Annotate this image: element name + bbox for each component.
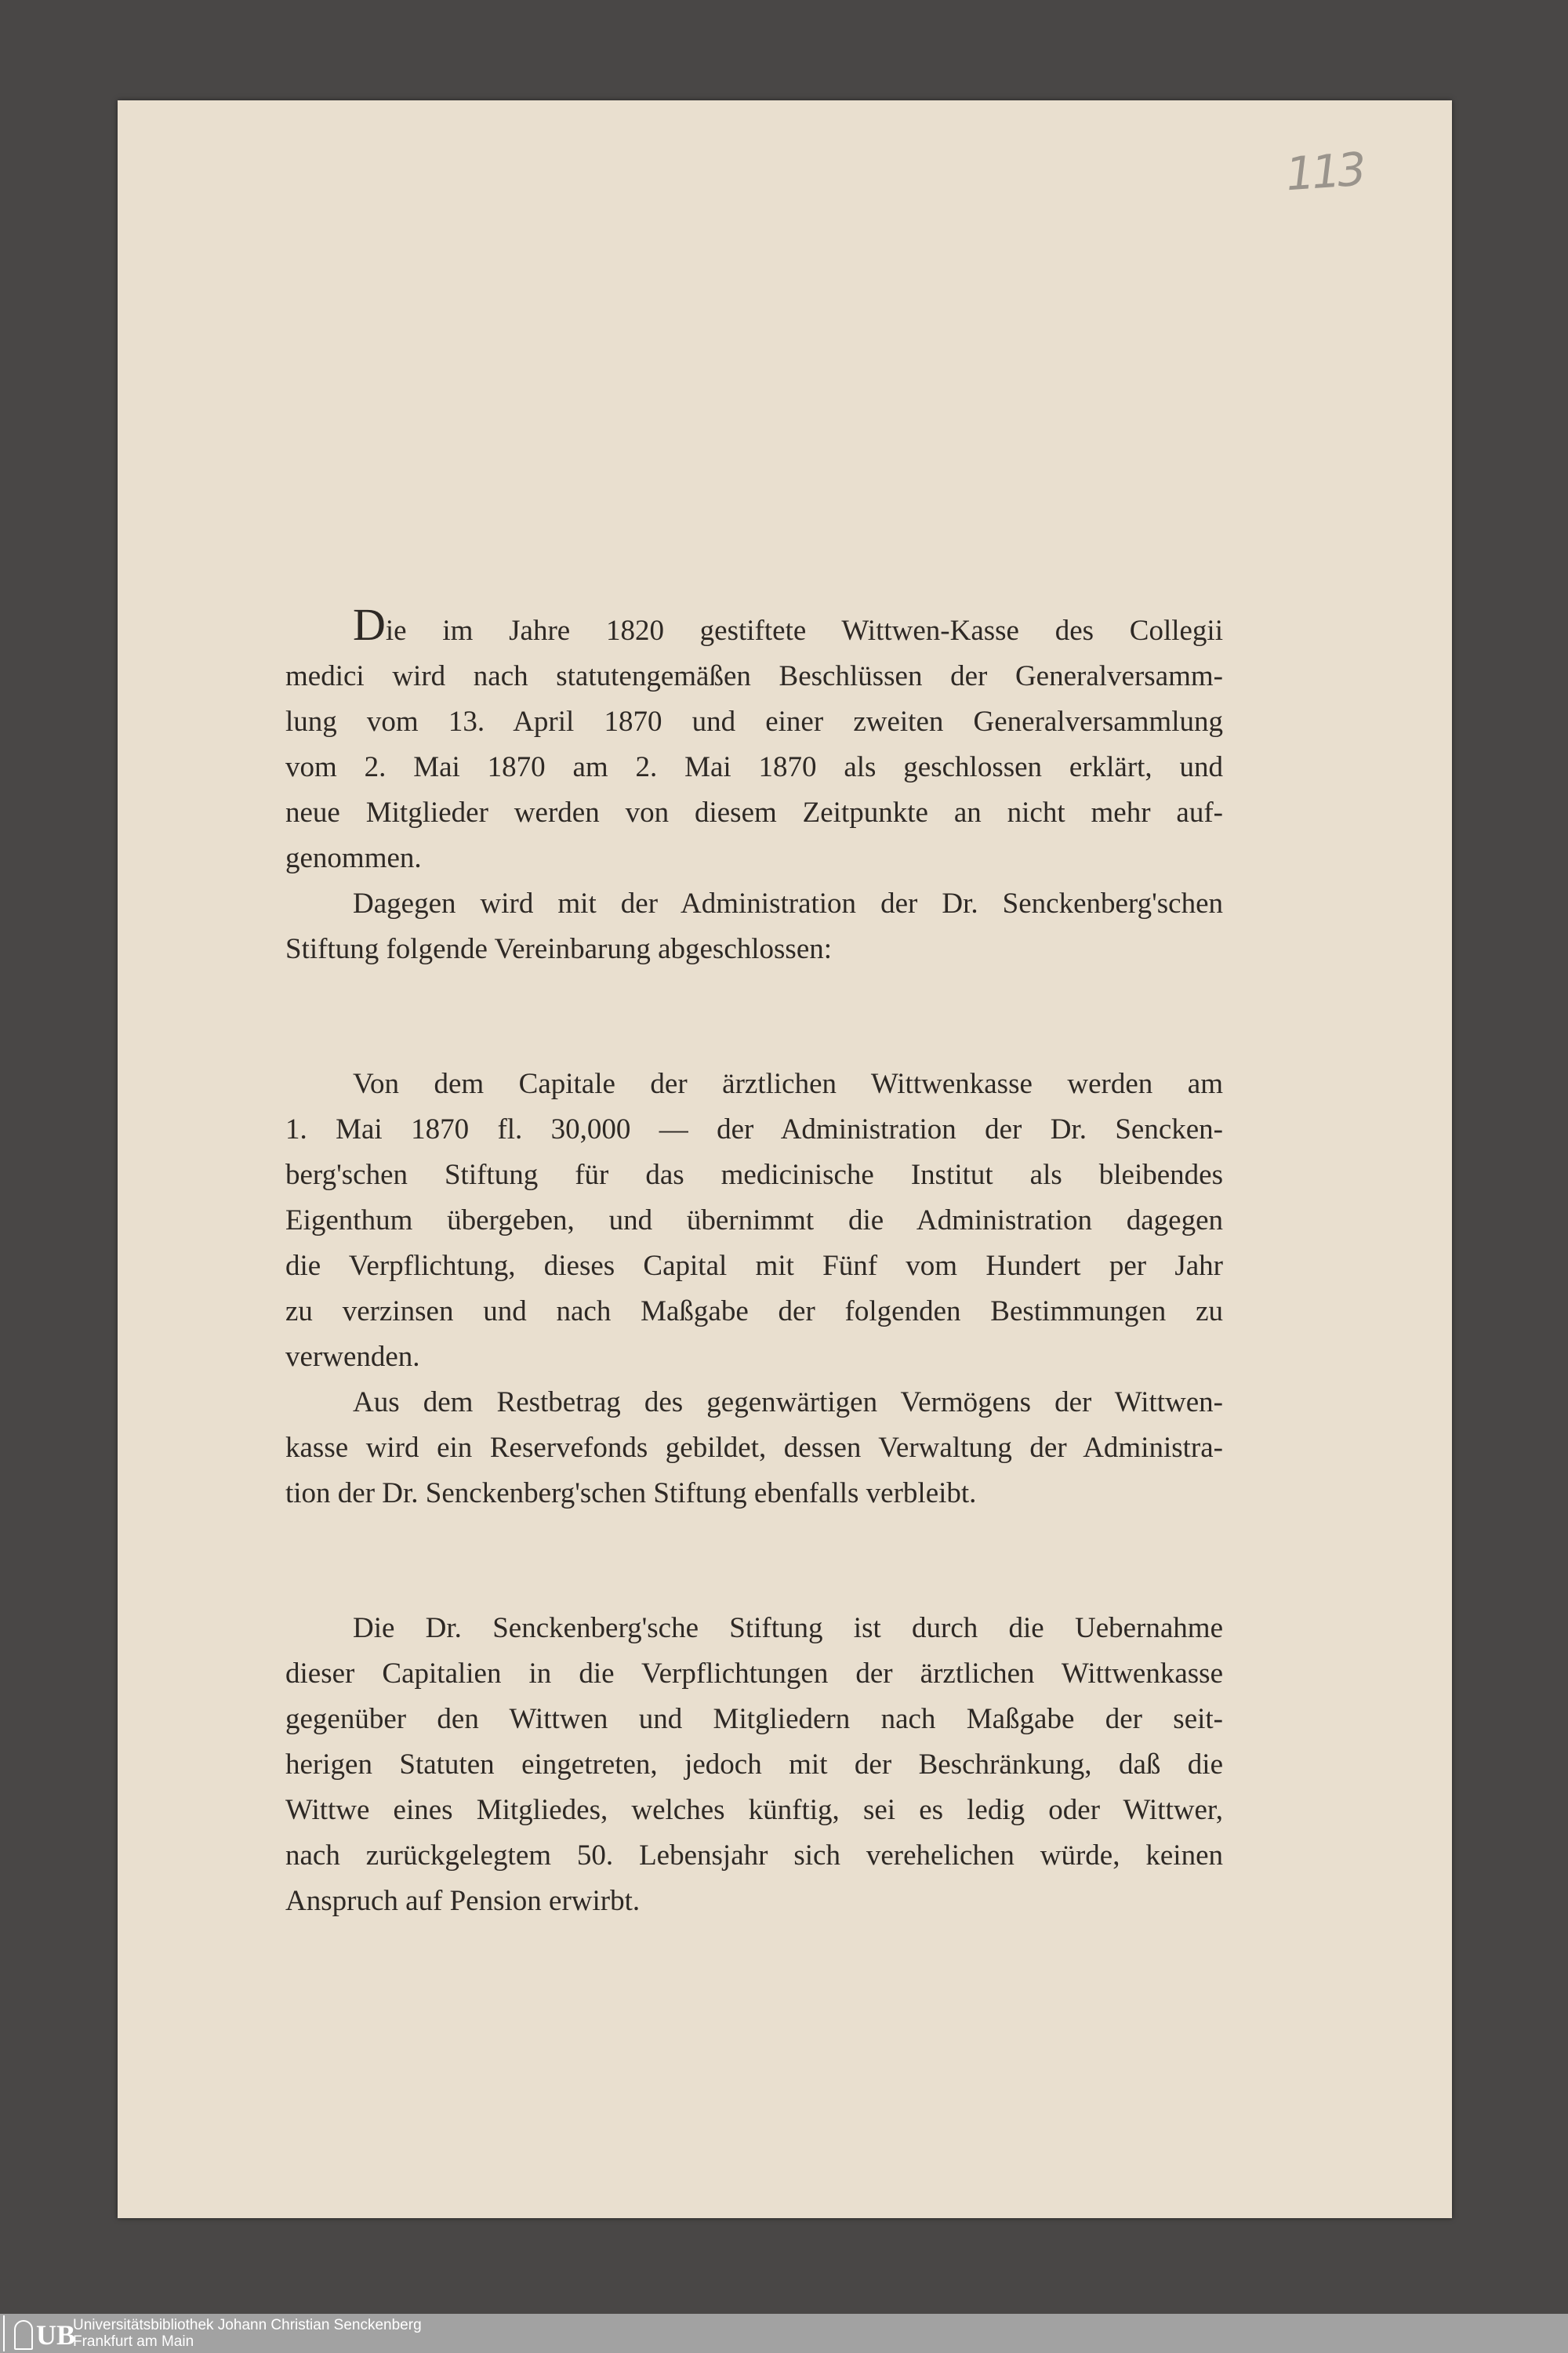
text-line: vom 2. Mai 1870 am 2. Mai 1870 als geschlossen erklärt, und [285, 751, 1223, 783]
text-line: Wittwe eines Mitgliedes, welches künftig, sei es ledig oder Wittwer, [285, 1794, 1223, 1826]
text-line: Aus dem Restbetrag des gegenwärtigen Vermögens der Wittwen- [353, 1386, 1223, 1418]
text-line: die Verpflichtung, dieses Capital mit Fünf vom Hundert per Jahr [285, 1250, 1223, 1282]
text-line: neue Mitglieder werden von diesem Zeitpunkte an nicht mehr auf- [285, 797, 1223, 829]
text-line: dieser Capitalien in die Verpflichtungen der ärztlichen Wittwenkasse [285, 1658, 1223, 1690]
paragraph-1 [285, 599, 1223, 881]
text-line: lung vom 13. April 1870 und einer zweiten Generalversammlung [285, 706, 1223, 738]
text-line: Von dem Capitale der ärztlichen Wittwenkasse werden am [353, 1068, 1223, 1100]
section-number-2 [285, 1552, 1223, 1598]
text-line: herigen Statuten eingetreten, jedoch mit der Beschränkung, daß die [285, 1748, 1223, 1781]
text-line: berg'schen Stiftung für das medicinische Institut als bleibendes [285, 1159, 1223, 1191]
text-line: genommen. [285, 842, 422, 874]
logo-text: UB [36, 2319, 76, 2351]
library-footer-bar [0, 2314, 1568, 2353]
text-line: tion der Dr. Senckenberg'schen Stiftung ebenfalls verbleibt. [285, 1477, 977, 1509]
text-line: gegenüber den Wittwen und Mitgliedern nach Maßgabe der seit- [285, 1703, 1223, 1735]
paragraph-4 [285, 1380, 1223, 1516]
text-line: Eigenthum übergeben, und übernimmt die Administration dagegen [285, 1204, 1223, 1236]
text-line: nach zurückgelegtem 50. Lebensjahr sich verehelichen würde, keinen [285, 1839, 1223, 1872]
text-line: medici wird nach statutengemäßen Beschlüssen der Generalversamm- [285, 660, 1223, 692]
text-line: Dagegen wird mit der Administration der Dr. Senckenberg'schen [353, 888, 1223, 920]
portrait-bust-icon [14, 2320, 33, 2350]
line-text: ie im Jahre 1820 gestiftete Wittwen-Kasse des Collegii [385, 615, 1223, 647]
text-line: Stiftung folgende Vereinbarung abgeschlossen: [285, 933, 833, 965]
library-name-line2: Frankfurt am Main [73, 2333, 194, 2350]
library-name [73, 2317, 422, 2350]
handwritten-folio-number: 113 [1283, 142, 1365, 202]
text-line [285, 599, 1223, 654]
text-line: Die Dr. Senckenberg'sche Stiftung ist durch die Uebernahme [353, 1612, 1223, 1644]
text-line: Anspruch auf Pension erwirbt. [285, 1885, 641, 1917]
library-name-line1: Universitätsbibliothek Johann Christian Senckenberg [73, 2317, 422, 2333]
text-line: kasse wird ein Reservefonds gebildet, dessen Verwaltung der Administra- [285, 1432, 1223, 1464]
document-body [285, 599, 1223, 1924]
text-line: 1. Mai 1870 fl. 30,000 — der Administration der Dr. Sencken- [285, 1113, 1223, 1146]
paragraph-2 [285, 881, 1223, 972]
paragraph-3 [285, 1062, 1223, 1380]
paragraph-5 [285, 1606, 1223, 1924]
section-number-1 [285, 1008, 1223, 1054]
drop-initial: D [353, 599, 386, 650]
text-line: zu verzinsen und nach Maßgabe der folgenden Bestimmungen zu [285, 1295, 1223, 1327]
text-line: verwenden. [285, 1341, 420, 1373]
library-logo[interactable] [3, 2315, 76, 2351]
